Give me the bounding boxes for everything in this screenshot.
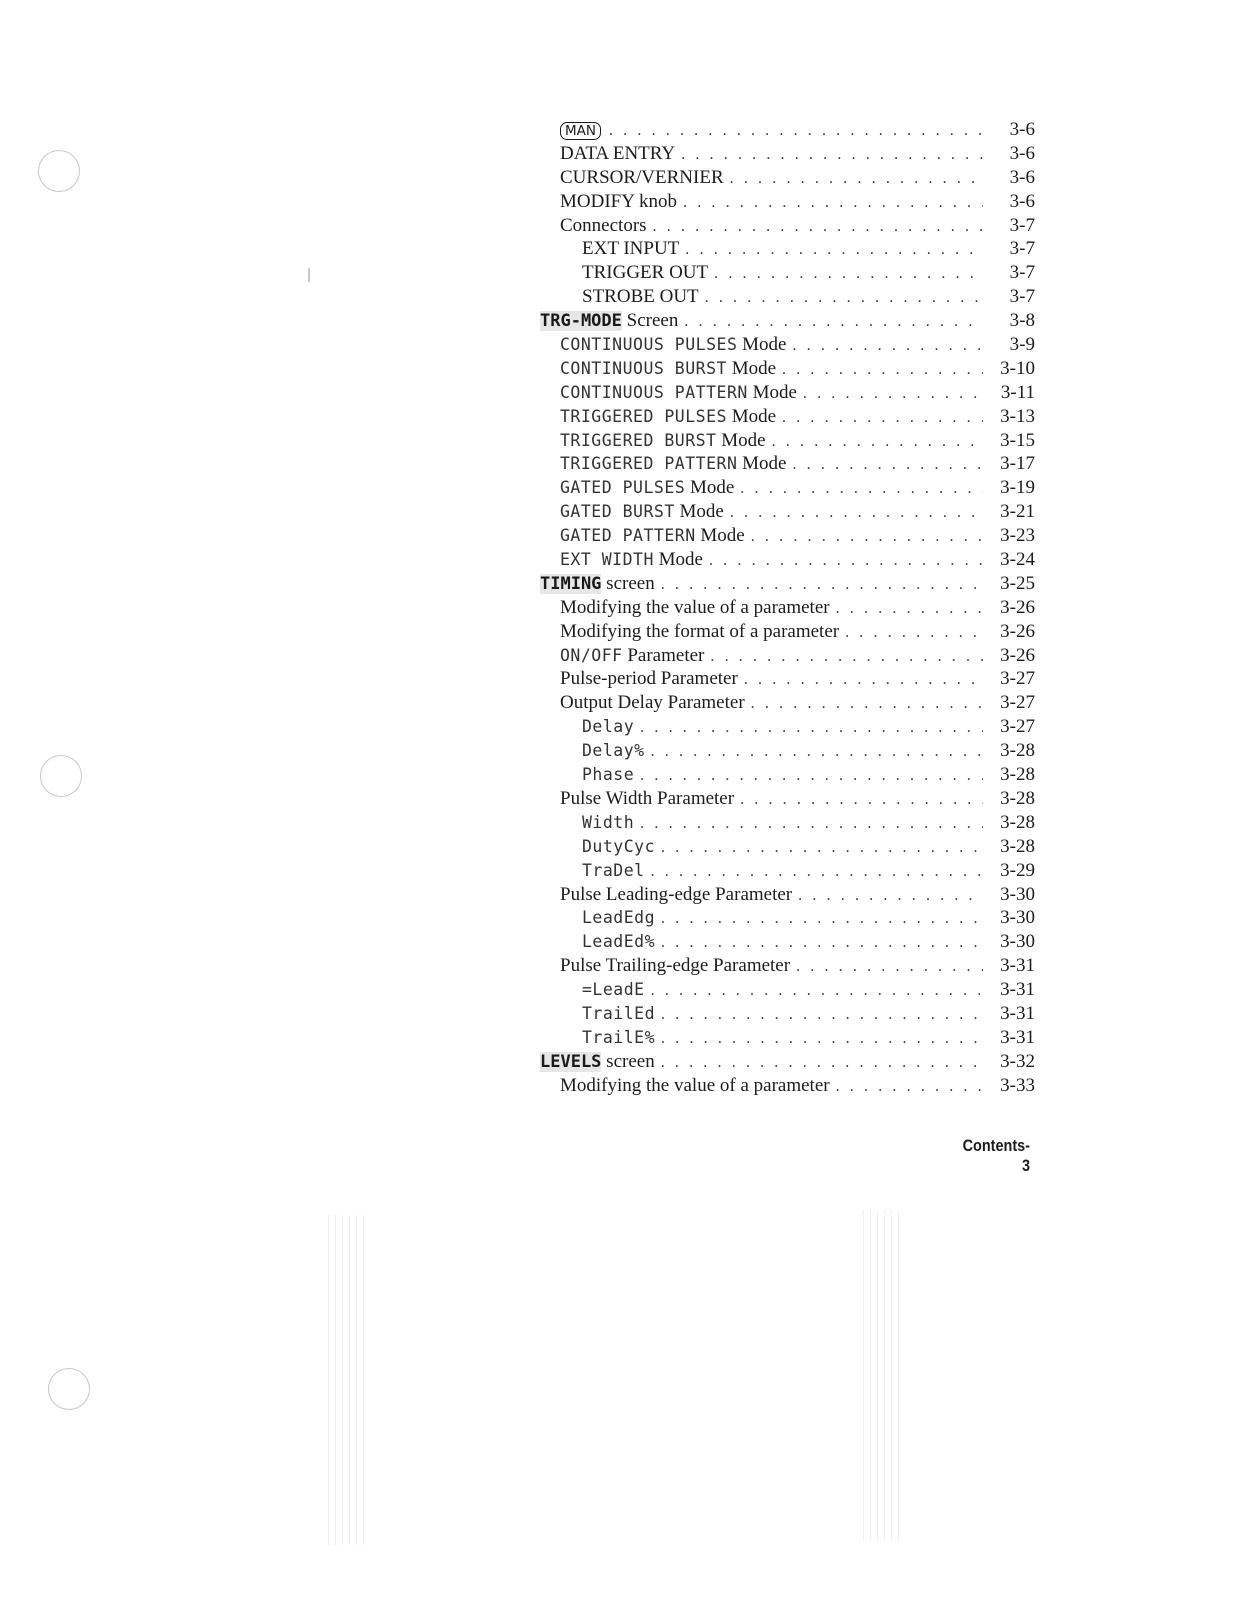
dot-leader [797,382,983,406]
page-number: 3-7 [1009,238,1035,260]
entry-text: Output Delay Parameter [560,692,745,714]
dot-leader [776,406,983,430]
entry-text: Mode [685,477,735,499]
page-number: 3-24 [1000,549,1035,571]
toc-entry-label [560,524,745,548]
page-number: 3-32 [1000,1050,1035,1072]
toc-entry-label [582,261,708,285]
toc-entry-label [560,1074,830,1098]
toc-entry-label [560,142,675,166]
toc-entry[interactable] [540,859,1035,883]
toc-entry[interactable] [540,1026,1035,1050]
dot-leader [766,430,983,454]
toc-entry[interactable] [540,667,1035,691]
page-number: 3-6 [1009,142,1035,164]
page-number: 3-13 [1000,405,1035,427]
toc-entry-label [560,667,738,691]
scan-speck [308,268,310,282]
page-number: 3-8 [1009,310,1035,332]
toc-entry[interactable] [540,429,1035,453]
page-number: 3-33 [1000,1074,1035,1096]
entry-text: Modifying the value of a parameter [560,1074,830,1096]
key-label: MAN [560,122,601,140]
screen-name: LEVELS [540,1051,602,1072]
page-number: 3-25 [1000,572,1035,594]
display-keyword: CONTINUOUS PULSES [560,335,738,355]
toc-entry[interactable] [540,883,1035,907]
display-keyword: CONTINUOUS PATTERN [560,382,748,402]
toc-entry[interactable] [540,309,1035,333]
entry-text: Mode [737,453,787,475]
entry-text: screen [601,1050,655,1072]
toc-entry[interactable] [540,1074,1035,1098]
toc-entry[interactable] [540,476,1035,500]
dot-leader [724,167,983,191]
page-number: 3-7 [1009,262,1035,284]
table-of-contents [540,118,1035,1098]
toc-entry-label [540,1050,655,1075]
dot-leader [776,358,983,382]
toc-entry-label [560,883,792,907]
punch-hole-top [38,150,80,192]
display-keyword: GATED PULSES [560,478,686,498]
punch-hole-bottom [48,1368,90,1410]
display-keyword: GATED PATTERN [560,526,696,546]
toc-entry[interactable] [540,166,1035,190]
dot-leader [675,143,983,167]
page-number: 3-6 [1009,119,1035,140]
page-number: 3-31 [1000,1026,1035,1048]
toc-entry-label [560,500,724,524]
toc-entry-label [560,954,790,978]
toc-entry[interactable] [540,811,1035,835]
page-number: 3-28 [1000,787,1035,809]
entry-text: Mode [747,381,797,403]
toc-entry-label [582,1026,655,1050]
page-number: 3-7 [1009,286,1035,308]
toc-entry[interactable] [540,381,1035,405]
entry-text: Pulse Width Parameter [560,787,735,809]
entry-text: Pulse Leading-edge Parameter [560,883,793,905]
entry-text: Modifying the format of a parameter [560,620,840,642]
punch-hole-middle [40,755,82,797]
entry-text: Mode [653,549,703,571]
page-number: 3-27 [1000,668,1035,690]
entry-text: Connectors [560,214,647,236]
toc-entry[interactable] [540,644,1035,668]
display-keyword: =LeadE [582,980,645,1000]
toc-entry[interactable] [540,214,1035,238]
dot-leader [655,931,983,955]
toc-entry-label [560,548,703,572]
toc-entry[interactable] [540,285,1035,309]
toc-entry[interactable] [540,930,1035,954]
display-keyword: DutyCyc [582,836,656,856]
entry-text: Pulse Trailing-edge Parameter [560,955,791,977]
dot-leader [724,501,983,525]
toc-entry-label [560,620,839,644]
toc-entry[interactable] [540,572,1035,596]
toc-entry-label [582,978,645,1002]
entry-text: DATA ENTRY [560,142,676,164]
toc-entry[interactable] [540,739,1035,763]
entry-text: STROBE OUT [582,286,699,308]
toc-entry-label [582,835,655,859]
page-number: 3-27 [1000,716,1035,738]
display-keyword: TRIGGERED BURST [560,430,717,450]
dot-leader [678,310,983,334]
dot-leader [790,955,983,979]
page-number: 3-28 [1000,740,1035,762]
dot-leader [645,860,983,884]
toc-entry-label [540,572,655,597]
page-number: 3-28 [1000,835,1035,857]
dot-leader [786,334,983,358]
dot-leader [645,740,983,764]
dot-leader [699,286,983,310]
page-number: 3-17 [1000,453,1035,475]
toc-entry[interactable] [540,524,1035,548]
screen-name: TIMING [540,573,602,594]
screen-name: TRG-MODE [540,311,622,332]
toc-entry[interactable] [540,500,1035,524]
page-number: 3-7 [1009,214,1035,236]
toc-entry[interactable] [540,548,1035,572]
entry-text: Modifying the value of a parameter [560,596,830,618]
toc-entry[interactable] [540,190,1035,214]
display-keyword: Width [582,812,635,832]
page-number: 3-21 [1000,501,1035,523]
dot-leader [603,119,983,143]
toc-entry-label [560,452,786,476]
toc-entry[interactable] [540,763,1035,787]
entry-text: Mode [695,525,745,547]
entry-text: TRIGGER OUT [582,262,709,284]
dot-leader [634,812,983,836]
toc-entry[interactable] [540,142,1035,166]
dot-leader [745,692,983,716]
page-number: 3-6 [1009,166,1035,188]
toc-entry-label [582,859,645,883]
dot-leader [703,549,983,573]
entry-text: Mode [737,334,787,356]
toc-entry[interactable] [540,1002,1035,1026]
display-keyword: TRIGGERED PATTERN [560,454,738,474]
toc-entry-label [560,476,734,500]
entry-text: Screen [621,310,679,332]
display-keyword: TRIGGERED PULSES [560,406,727,426]
entry-text: Mode [674,501,724,523]
toc-entry-label [540,309,678,334]
dot-leader [679,238,983,262]
toc-entry-label [560,333,786,357]
dot-leader [734,477,983,501]
dot-leader [830,1075,983,1099]
page-number: 3-26 [1000,620,1035,642]
toc-entry-label [560,118,603,142]
toc-entry[interactable] [540,452,1035,476]
toc-entry-label [582,715,634,739]
page-number: 3-31 [1000,1002,1035,1024]
toc-entry[interactable] [540,620,1035,644]
display-keyword: EXT WIDTH [560,550,654,570]
display-keyword: TrailE% [582,1027,656,1047]
toc-entry-label [560,357,776,381]
toc-entry-label [560,190,677,214]
page-number: 3-30 [1000,883,1035,905]
dot-leader [655,573,983,597]
display-keyword: LeadEd% [582,932,656,952]
dot-leader [792,884,983,908]
page-number: 3-10 [1000,357,1035,379]
page-number: 3-31 [1000,955,1035,977]
display-keyword: Delay [582,717,635,737]
toc-entry-label [560,787,734,811]
entry-text: Mode [726,405,777,427]
toc-entry[interactable] [540,118,1035,142]
entry-text: screen [601,572,655,594]
toc-entry-label [560,214,647,238]
page-number: 3-26 [1000,596,1035,618]
toc-entry-label [560,691,745,715]
toc-entry[interactable] [540,1050,1035,1074]
toc-entry[interactable] [540,333,1035,357]
dot-leader [738,668,983,692]
toc-entry[interactable] [540,261,1035,285]
toc-entry-label [560,166,724,190]
page-number: 3-30 [1000,907,1035,929]
toc-entry-label [560,644,704,668]
toc-entry[interactable] [540,405,1035,429]
dot-leader [745,525,983,549]
toc-entry-label [582,763,634,787]
page-number: 3-28 [1000,811,1035,833]
entry-text: Mode [726,357,777,379]
toc-entry[interactable] [540,596,1035,620]
page-number: 3-19 [1000,477,1035,499]
toc-entry-label [582,237,679,261]
dot-leader [830,597,983,621]
toc-entry[interactable] [540,691,1035,715]
toc-entry-label [582,1002,655,1026]
display-keyword: LeadEdg [582,908,656,928]
entry-text: Parameter [622,644,705,666]
toc-entry[interactable] [540,978,1035,1002]
scan-artifact-left [325,1215,365,1545]
display-keyword: Delay% [582,741,645,761]
toc-entry-label [560,381,797,405]
display-keyword: TrailEd [582,1003,656,1023]
dot-leader [839,621,983,645]
dot-leader [634,764,983,788]
entry-text: Pulse-period Parameter [560,668,738,690]
page-number: 3-15 [1000,429,1035,451]
toc-entry[interactable] [540,835,1035,859]
page-number: 3-26 [1000,644,1035,666]
page-number: 3-28 [1000,764,1035,786]
page-number: 3-6 [1009,190,1035,212]
entry-text: MODIFY knob [560,190,677,212]
dot-leader [634,716,983,740]
display-keyword: CONTINUOUS BURST [560,358,727,378]
dot-leader [655,1027,983,1051]
page-number: 3-9 [1009,334,1035,356]
display-keyword: TraDel [582,860,645,880]
toc-entry[interactable] [540,954,1035,978]
page-number: 3-27 [1000,692,1035,714]
page-footer-label: Contents-3 [962,1136,1030,1175]
page-number: 3-11 [1000,381,1035,403]
toc-entry-label [560,405,776,429]
toc-entry-label [582,930,655,954]
toc-entry[interactable] [540,357,1035,381]
dot-leader [645,979,983,1003]
toc-entry-label [582,285,699,309]
dot-leader [655,1051,983,1075]
toc-entry-label [582,811,634,835]
dot-leader [677,191,983,215]
entry-text: CURSOR/VERNIER [560,166,724,188]
toc-entry[interactable] [540,906,1035,930]
entry-text: Mode [716,429,766,451]
dot-leader [655,836,983,860]
toc-entry-label [582,739,645,763]
page-number: 3-31 [1000,979,1035,1001]
scan-artifact-right [860,1210,900,1540]
dot-leader [655,1003,983,1027]
dot-leader [704,645,983,669]
display-keyword: ON/OFF [560,645,623,665]
dot-leader [647,215,983,239]
display-keyword: Phase [582,765,635,785]
toc-entry[interactable] [540,787,1035,811]
toc-entry-label [582,906,655,930]
entry-text: EXT INPUT [582,238,680,260]
dot-leader [708,262,983,286]
toc-entry[interactable] [540,237,1035,261]
dot-leader [655,907,983,931]
toc-entry-label [560,596,830,620]
display-keyword: GATED BURST [560,502,675,522]
page-number: 3-30 [1000,931,1035,953]
page-number: 3-29 [1000,859,1035,881]
page-number: 3-23 [1000,525,1035,547]
dot-leader [786,453,983,477]
dot-leader [734,788,983,812]
toc-entry-label [560,429,766,453]
toc-entry[interactable] [540,715,1035,739]
